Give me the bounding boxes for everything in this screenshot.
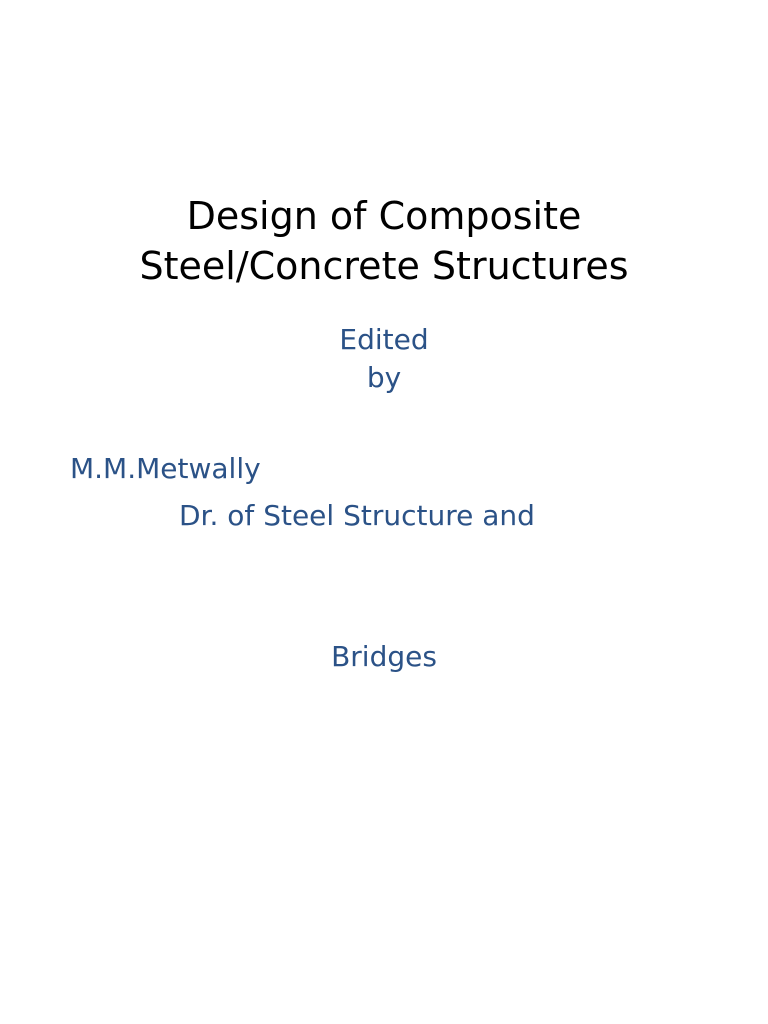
author-affiliation-line-2: Bridges (331, 640, 437, 673)
title-line-2: Steel/Concrete Structures (139, 244, 629, 288)
author-affiliation-line-1: Dr. of Steel Structure and (179, 499, 535, 532)
edited-label: Edited (339, 323, 429, 356)
by-label: by (366, 361, 402, 394)
author-name: M.M.Metwally (70, 452, 261, 485)
title-line-1: Design of Composite (186, 194, 582, 238)
